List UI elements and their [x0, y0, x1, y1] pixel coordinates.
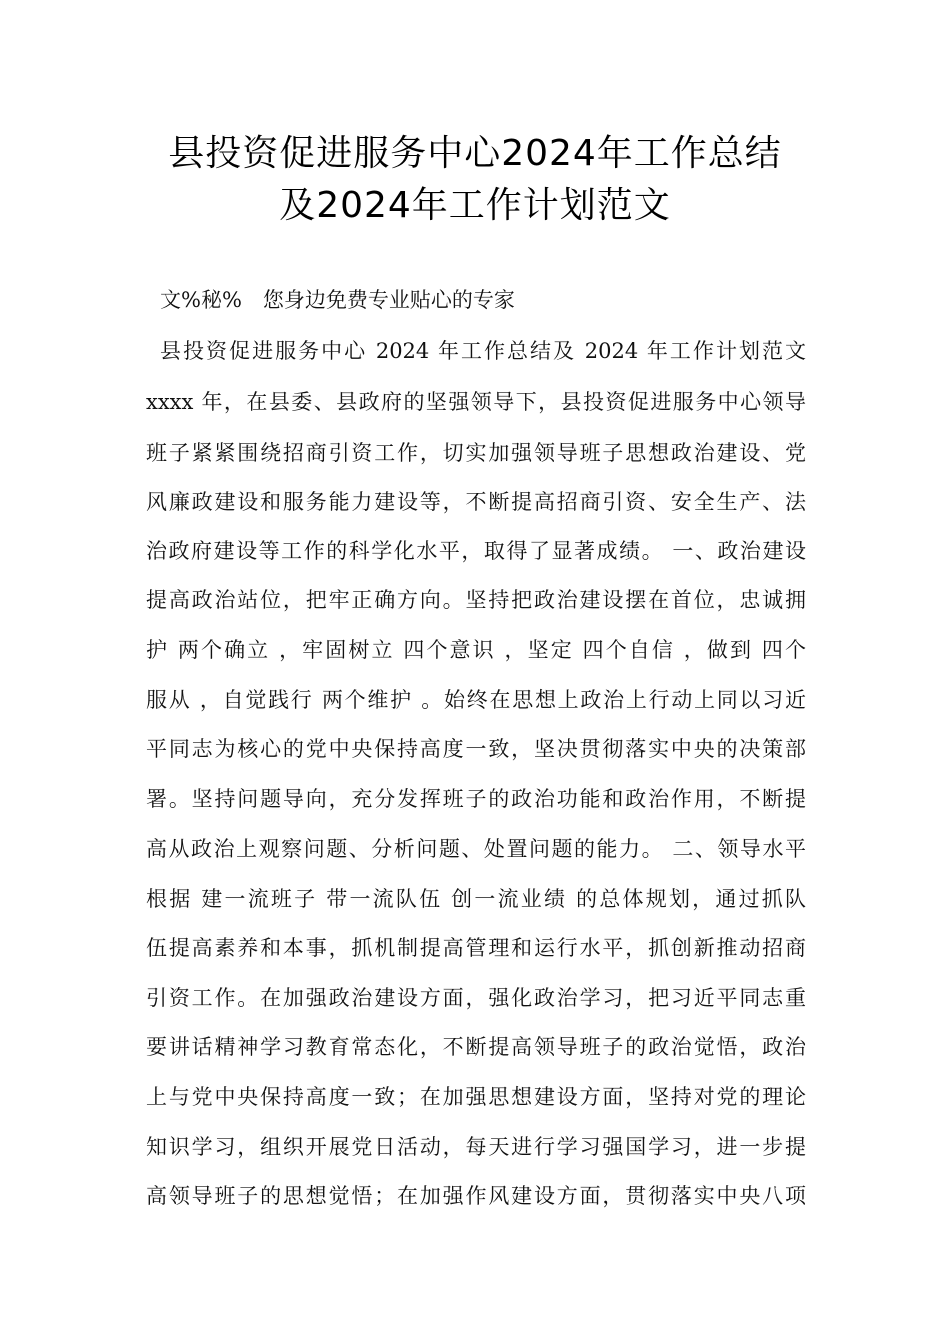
body-line: 县投资促进服务中心 2024 年工作总结及 2024 年工作计划范文	[160, 339, 806, 363]
body-line: 高从政治上观察问题、分析问题、处置问题的能力。 二、领导水平	[146, 837, 806, 861]
body-line: xxxx 年，在县委、县政府的坚强领导下，县投资促进服务中心领导	[146, 390, 806, 414]
body-line: 高领导班子的思想觉悟；在加强作风建设方面，贯彻落实中央八项	[146, 1184, 806, 1208]
body-line: 风廉政建设和服务能力建设等，不断提高招商引资、安全生产、法	[146, 490, 806, 514]
body-line: 根据 建一流班子 带一流队伍 创一流业绩 的总体规划，通过抓队	[146, 887, 806, 911]
body-line: 服从 ，自觉践行 两个维护 。始终在思想上政治上行动上同以习近	[146, 688, 806, 712]
body-line: 护 两个确立 ，牢固树立 四个意识 ，坚定 四个自信 ，做到 四个	[146, 638, 806, 662]
document-title-line-1: 县投资促进服务中心2024年工作总结	[168, 133, 782, 174]
body-line: 平同志为核心的党中央保持高度一致，坚决贯彻落实中央的决策部	[146, 737, 806, 761]
body-line: 班子紧紧围绕招商引资工作，切实加强领导班子思想政治建设、党	[146, 441, 806, 465]
body-line: 治政府建设等工作的科学化水平，取得了显著成绩。 一、政治建设	[146, 539, 806, 563]
body-line: 署。坚持问题导向，充分发挥班子的政治功能和政治作用，不断提	[146, 787, 806, 811]
document-meta-line: 文%秘% 您身边免费专业贴心的专家	[160, 288, 515, 312]
body-line: 知识学习，组织开展党日活动，每天进行学习强国学习，进一步提	[146, 1135, 806, 1159]
body-line: 要讲话精神学习教育常态化，不断提高领导班子的政治觉悟，政治	[146, 1035, 806, 1059]
body-line: 提高政治站位，把牢正确方向。坚持把政治建设摆在首位，忠诚拥	[146, 588, 806, 612]
body-line: 伍提高素养和本事，抓机制提高管理和运行水平，抓创新推动招商	[146, 936, 806, 960]
document-title-line-2: 及2024年工作计划范文	[279, 185, 671, 226]
body-line: 引资工作。在加强政治建设方面，强化政治学习，把习近平同志重	[146, 986, 806, 1010]
body-line: 上与党中央保持高度一致；在加强思想建设方面，坚持对党的理论	[146, 1085, 806, 1109]
